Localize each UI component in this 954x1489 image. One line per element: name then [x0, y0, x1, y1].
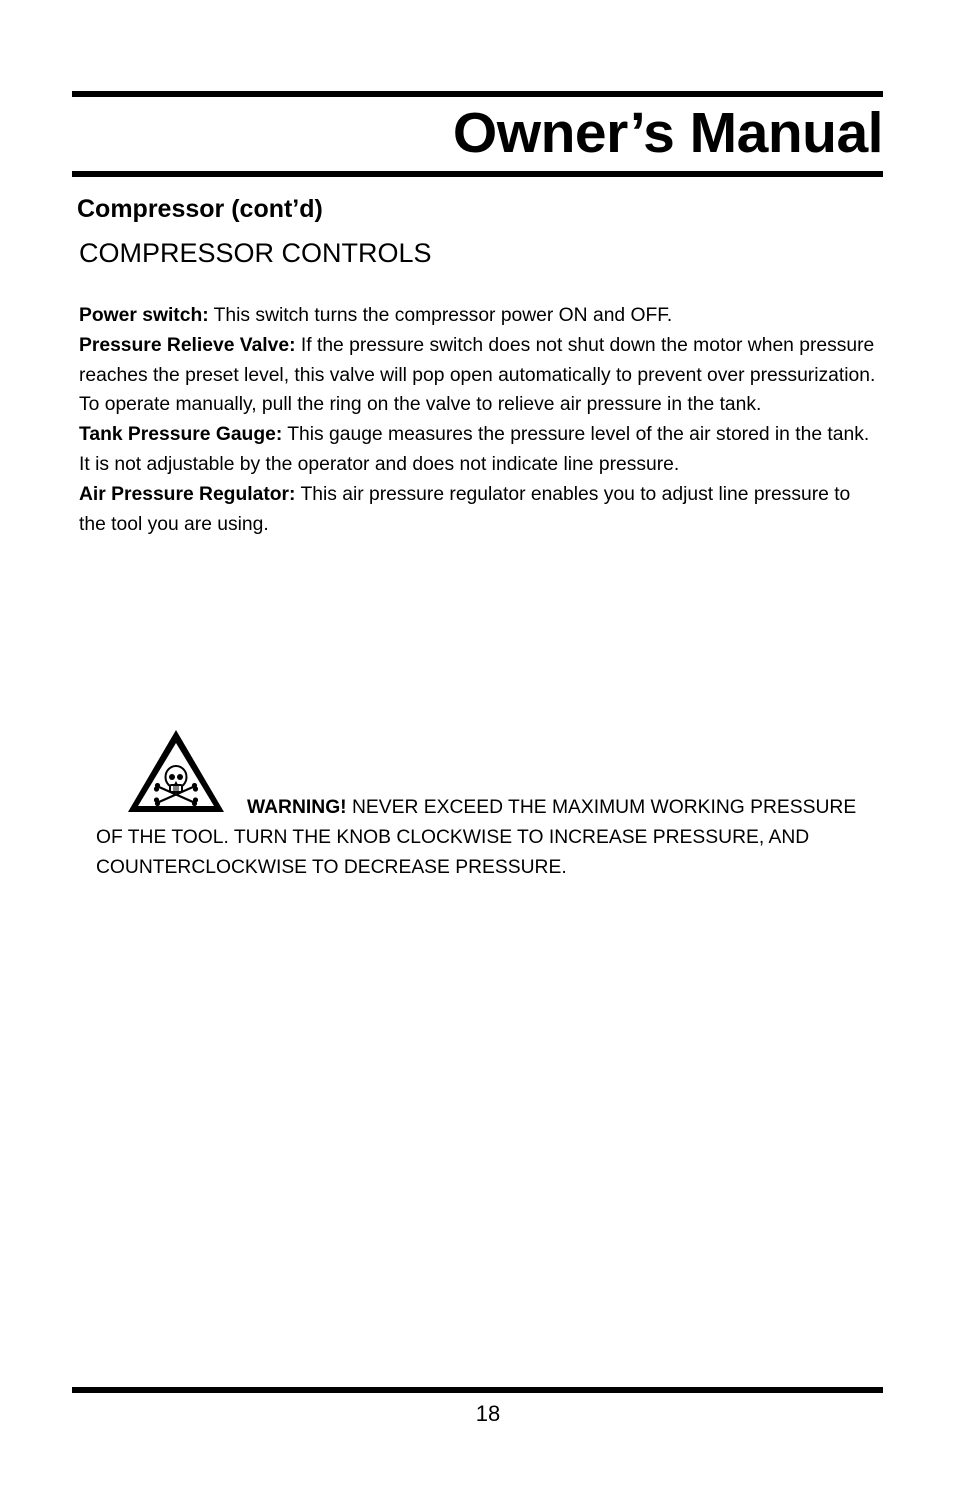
control-item-air-pressure-regulator	[79, 480, 879, 540]
warning-notice	[96, 793, 866, 882]
section-title: Compressor (cont’d)	[77, 195, 323, 223]
header-rule-top	[72, 91, 883, 97]
control-item-tank-pressure-gauge	[79, 420, 879, 480]
controls-description	[79, 301, 879, 539]
control-item-power-switch	[79, 301, 879, 331]
control-term: Air Pressure Regulator:	[79, 483, 296, 505]
control-term: Pressure Relieve Valve:	[79, 334, 296, 356]
control-text: This gauge measures the pressure level of the air stored in the tank. It is not adjustable by the operator and does not indicate line pressure.	[79, 424, 870, 475]
control-text: This switch turns the compressor power ON and OFF.	[208, 305, 673, 326]
control-term: Tank Pressure Gauge:	[79, 424, 283, 446]
page-number: 18	[475, 1401, 501, 1426]
manual-title: Owner’s Manual	[452, 101, 883, 165]
warning-message: NEVER EXCEED THE MAXIMUM WORKING PRESSURE OF THE TOOL. TURN THE KNOB CLOCKWISE TO INCREASE PRESSURE, AND COUNTERCLOCKWISE TO DECREASE PRESSURE.	[96, 797, 857, 878]
subsection-title: COMPRESSOR CONTROLS	[79, 238, 432, 268]
control-term: Power switch:	[79, 305, 209, 326]
control-text: If the pressure switch does not shut down the motor when pressure reaches the preset level, this valve will pop open automatically to prevent over pressurization. To operate manually, pull the ring on the valve to relieve air pressure in the tank.	[79, 334, 876, 416]
control-text: This air pressure regulator enables you to adjust line pressure to the tool you are using.	[79, 483, 851, 535]
control-item-pressure-relieve-valve	[79, 331, 879, 420]
header-rule-bottom	[72, 171, 883, 177]
warning-label: WARNING!	[247, 797, 347, 818]
footer-rule	[72, 1387, 883, 1393]
